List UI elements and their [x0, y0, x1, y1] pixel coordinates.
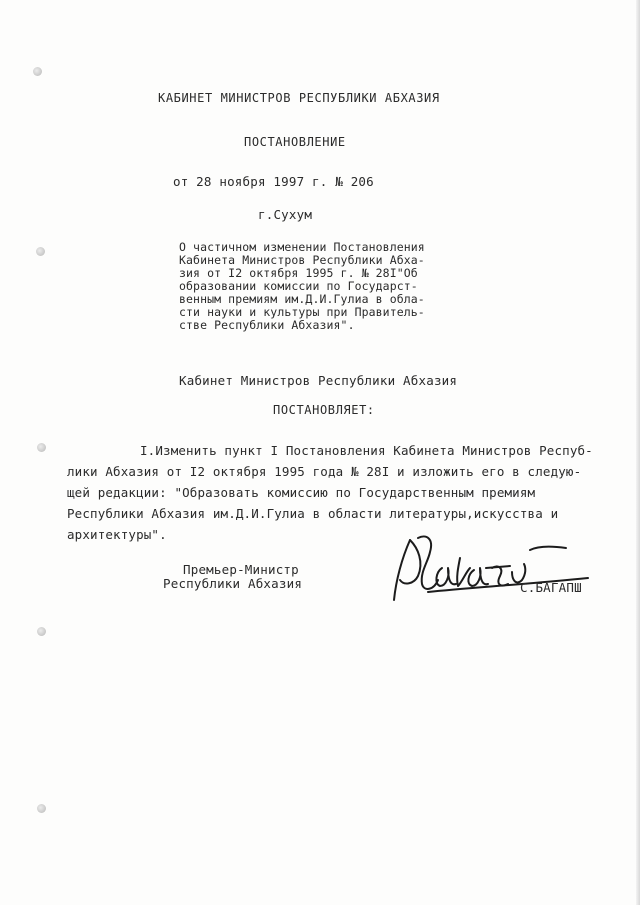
signatory-title-line: Премьер-Министр [183, 562, 299, 577]
city: г.Сухум [258, 207, 313, 222]
organization-header: КАБИНЕТ МИНИСТРОВ РЕСПУБЛИКИ АБХАЗИЯ [158, 91, 440, 105]
issuer: Кабинет Министров Республики Абхазия [179, 373, 458, 388]
body-line: лики Абхазия от I2 октября 1995 года № 28I и изложить его в следую- [67, 464, 582, 479]
resolves-heading: ПОСТАНОВЛЯЕТ: [273, 403, 375, 417]
binder-hole [36, 247, 45, 256]
binder-hole [37, 443, 46, 452]
binder-hole [37, 804, 46, 813]
subject-line: О частичном изменении Постановления [179, 240, 425, 254]
page-edge-shadow [636, 0, 640, 905]
subject-line: стве Республики Абхазия". [179, 318, 355, 332]
subject-line: зия от I2 октября 1995 г. № 28I"Об [179, 266, 418, 280]
subject-line: Кабинета Министров Республики Абха- [179, 253, 425, 267]
signatory-title-line: Республики Абхазия [163, 576, 303, 591]
body-line: щей редакции: "Образовать комиссию по Государственным премиям [67, 485, 536, 500]
subject-line: венным премиям им.Д.И.Гулиа в обла- [179, 292, 425, 306]
body-line: I.Изменить пункт I Постановления Кабинета Министров Респуб- [140, 443, 593, 458]
subject-line: образовании комиссии по Государст- [179, 279, 418, 293]
date-and-number: от 28 ноября 1997 г. № 206 [173, 174, 374, 189]
binder-hole [33, 67, 42, 76]
signatory-name: С.БАГАПШ [520, 580, 582, 595]
body-line: архитектуры". [67, 527, 167, 542]
handwritten-signature [388, 528, 603, 608]
binder-hole [37, 627, 46, 636]
subject-line: сти науки и культуры при Правитель- [179, 305, 425, 319]
body-line: Республики Абхазия им.Д.И.Гулиа в области литературы,искусства и [67, 506, 559, 521]
document-type: ПОСТАНОВЛЕНИЕ [244, 135, 346, 149]
